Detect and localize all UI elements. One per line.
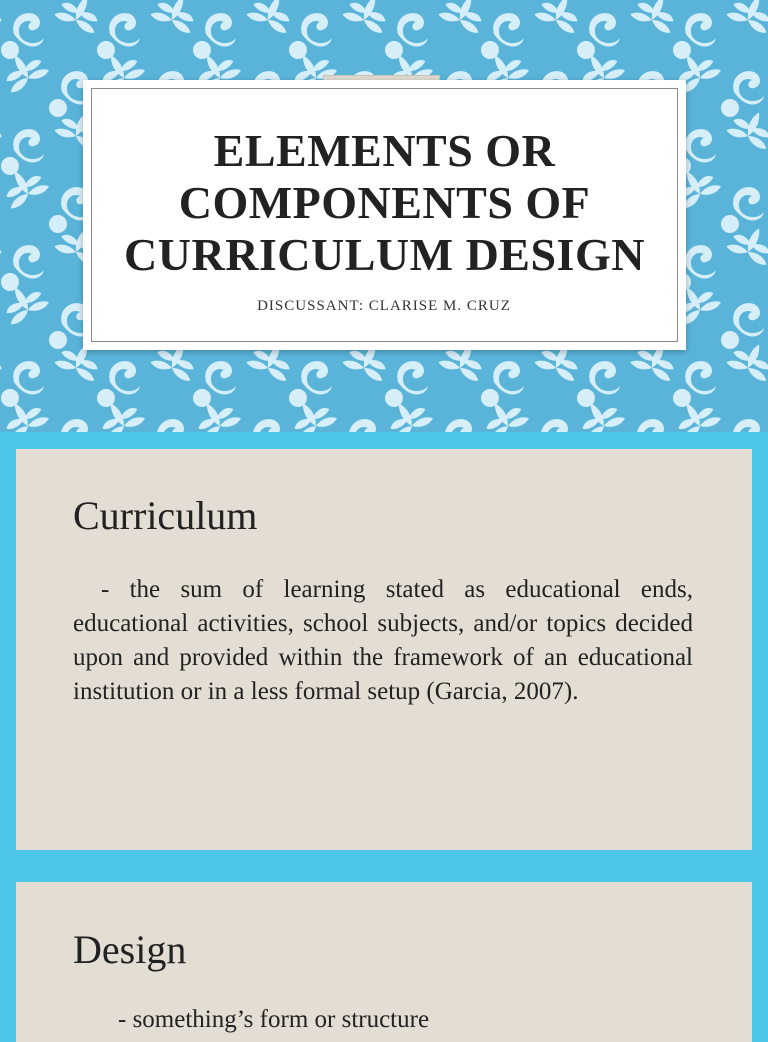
curriculum-definition: - the sum of learning stated as educational ends, educational activities, school subjects, and/or topics decided upon and provided within the framework of an educational institution or in a less formal setup (Garcia, 2007).	[73, 576, 693, 705]
slide-title-line-3: CURRICULUM DESIGN	[124, 229, 645, 280]
slide-title	[83, 125, 686, 281]
slide-title-line-2: COMPONENTS OF	[178, 177, 591, 228]
design-heading: Design	[73, 927, 187, 972]
design-definition: - something’s form or structure	[118, 1006, 430, 1033]
slide-title-line-1: ELEMENTS OR	[213, 125, 556, 176]
slide-subtitle: DISCUSSANT: CLARISE M. CRUZ	[257, 298, 511, 314]
curriculum-heading: Curriculum	[73, 493, 258, 538]
title-slide	[0, 0, 768, 432]
